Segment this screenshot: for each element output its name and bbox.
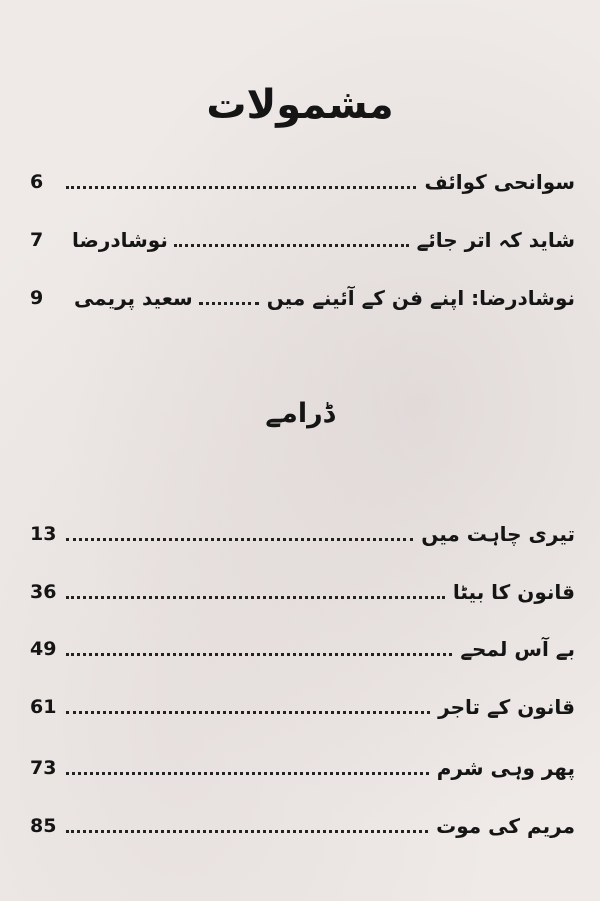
toc-entry — [30, 514, 575, 554]
page-number: 7 — [30, 229, 44, 251]
toc-entry — [30, 572, 575, 612]
page-number: 6 — [30, 171, 44, 193]
page-number: 49 — [30, 638, 57, 660]
page-number: 13 — [30, 523, 57, 545]
leader-dots — [66, 772, 429, 775]
entry-title: تیری چاہت میں — [421, 522, 575, 546]
entry-title: بے آس لمحے — [460, 637, 575, 661]
toc-entry — [30, 278, 575, 318]
toc-entry — [30, 748, 575, 788]
section-heading-dramas: ڈرامے — [265, 398, 335, 429]
leader-dots — [66, 711, 430, 714]
leader-dots — [66, 596, 445, 599]
entry-title: قانون کے تاجر — [438, 695, 575, 719]
contents-heading: مشمولات — [206, 82, 394, 128]
page-number: 73 — [30, 757, 57, 779]
entry-title: شاید کہ اتر جائے — [416, 228, 575, 252]
toc-entry — [30, 629, 575, 669]
leader-dots — [199, 302, 259, 305]
leader-dots — [174, 244, 409, 247]
entry-author: سعید پریمی — [73, 286, 193, 310]
entry-title: سوانحی کوائف — [424, 170, 575, 194]
toc-entry — [30, 220, 575, 260]
page-number: 9 — [30, 287, 44, 309]
leader-dots — [66, 186, 416, 189]
page-number: 36 — [30, 581, 57, 603]
entry-title: مریم کی موت — [436, 814, 575, 838]
leader-dots — [66, 653, 452, 656]
entry-title: قانون کا بیٹا — [452, 580, 575, 604]
leader-dots — [66, 538, 413, 541]
toc-entry — [30, 162, 575, 202]
entry-author: نوشادرضا — [72, 228, 168, 252]
toc-entry — [30, 806, 575, 846]
leader-dots — [66, 830, 428, 833]
entry-title: پھر وہی شرم — [436, 756, 575, 780]
page-number: 61 — [30, 696, 57, 718]
toc-entry — [30, 687, 575, 727]
page-number: 85 — [30, 815, 57, 837]
entry-title: نوشادرضا: اپنے فن کے آئینے میں — [266, 286, 575, 310]
